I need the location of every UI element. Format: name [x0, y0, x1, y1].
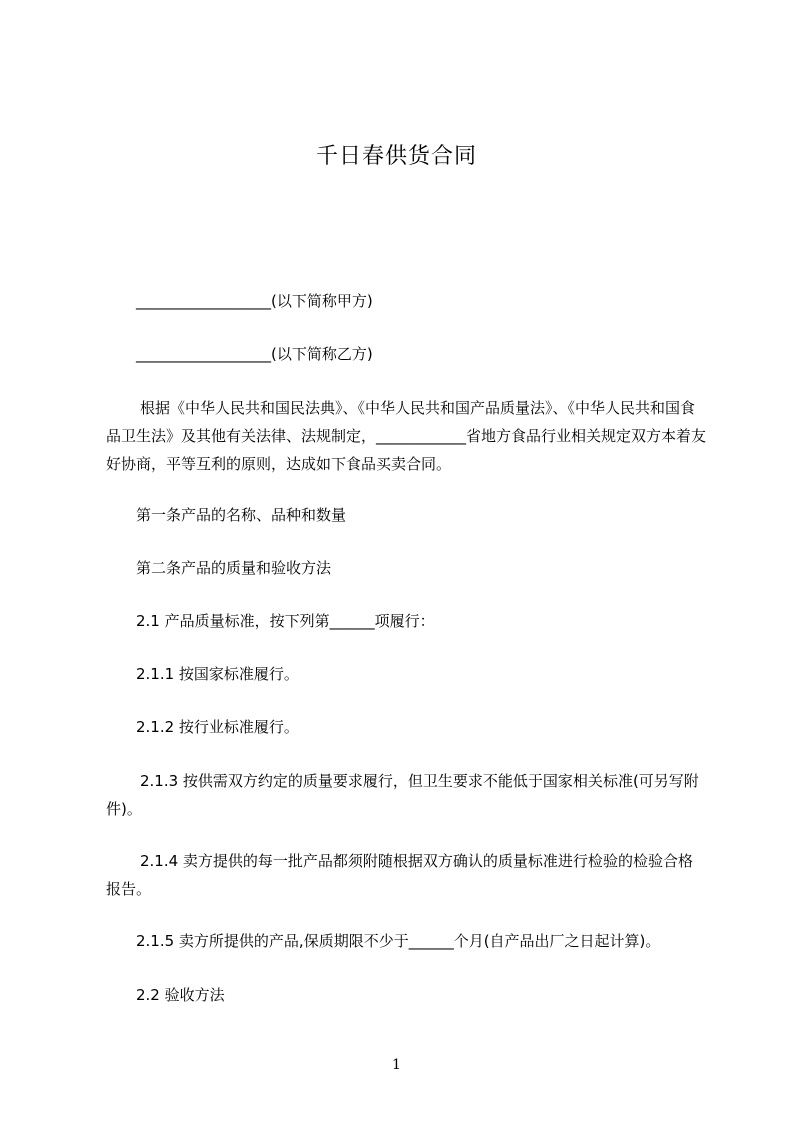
- article-2-heading: 第二条产品的质量和验收方法: [136, 559, 332, 577]
- clause-2-2: 2.2 验收方法: [136, 986, 225, 1004]
- page-title: 千日春供货合同: [315, 144, 477, 169]
- preamble-paragraph: 根据《中华人民共和国民法典》、《中华人民共和国产品质量法》、《中华人民共和国食品卫生法》及其他有关法律、法规制定，____________省地方食品行业相关规定双方本着友好协商，平等互利的原则，达成如下食品买卖合同。: [106, 399, 707, 473]
- clause-2-1-2: 2.1.2 按行业标准履行。: [136, 718, 299, 736]
- clause-2-1-4: 2.1.4 卖方提供的每一批产品都须附随根据双方确认的质量标准进行检验的检验合格报告。: [106, 852, 693, 898]
- clause-2-1-3: 2.1.3 按供需双方约定的质量要求履行，但卫生要求不能低于国家相关标准(可另写附件)。: [106, 772, 699, 818]
- clause-2-1-1: 2.1.1 按国家标准履行。: [136, 665, 299, 683]
- page-number: 1: [392, 1057, 401, 1073]
- party-b-line: __________________(以下简称乙方): [136, 345, 373, 363]
- clause-2-1-5: 2.1.5 卖方所提供的产品,保质期限不少于______个月(自产品出厂之日起计算)。: [136, 932, 661, 950]
- article-1-heading: 第一条产品的名称、品种和数量: [136, 506, 347, 524]
- clause-2-1: 2.1 产品质量标准，按下列第______项履行：: [136, 612, 435, 630]
- party-a-line: __________________(以下简称甲方): [136, 292, 373, 310]
